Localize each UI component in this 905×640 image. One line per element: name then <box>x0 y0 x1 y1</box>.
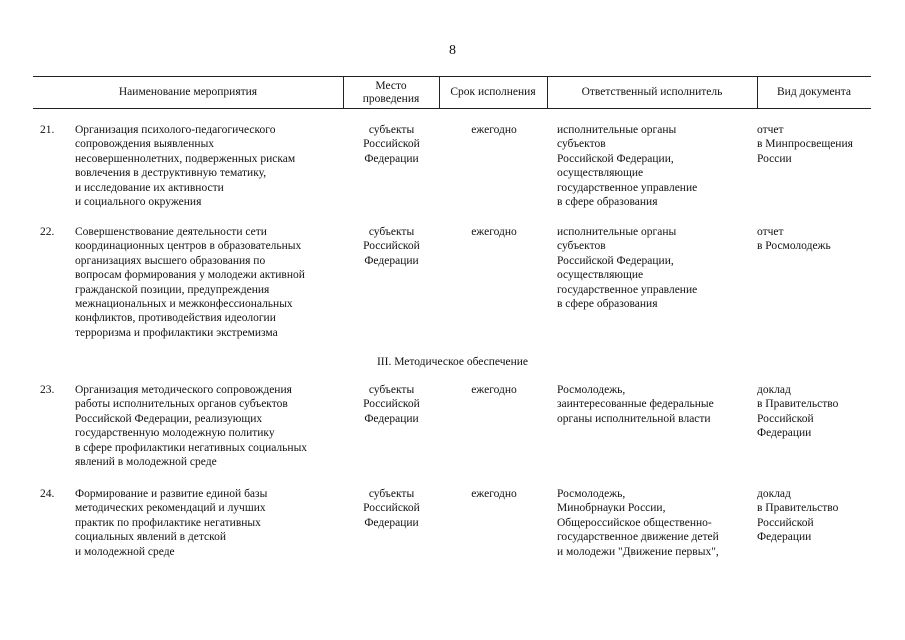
row-executor: Росмолодежь, заинтересованные федеральные органы исполнительной власти <box>557 384 714 425</box>
row-number: 24. <box>40 488 55 500</box>
row-term: ежегодно <box>471 226 517 238</box>
row-place: субъекты Российской Федерации <box>363 488 420 529</box>
row-document: доклад в Правительство Российской Федерации <box>757 488 839 544</box>
row-place: субъекты Российской Федерации <box>363 384 420 425</box>
row-executor: исполнительные органы субъектов Российской Федерации, осуществляющие государственное управление в сфере образования <box>557 124 698 209</box>
row-place: субъекты Российской Федерации <box>363 124 420 165</box>
row-document: отчет в Минпросвещения России <box>757 124 853 165</box>
row-name: Формирование и развитие единой базы методических рекомендаций и лучших практик по профилактике негативных социальных явлений в детской и молодежной среде <box>75 488 268 558</box>
header-executor: Ответственный исполнитель <box>581 86 723 98</box>
table-header <box>33 76 871 109</box>
row-term: ежегодно <box>471 124 517 136</box>
section-title: III. Методическое обеспечение <box>376 356 529 368</box>
row-number: 21. <box>40 124 55 136</box>
row-executor: исполнительные органы субъектов Российской Федерации, осуществляющие государственное управление в сфере образования <box>557 226 698 311</box>
header-place: Место проведения <box>362 79 420 105</box>
row-term: ежегодно <box>471 384 517 396</box>
row-executor: Росмолодежь, Минобрнауки России, Общероссийское общественно- государственное движение детей и молодежи "Движение первых", <box>557 488 719 558</box>
row-number: 22. <box>40 226 55 238</box>
row-name: Совершенствование деятельности сети координационных центров в образовательных организациях высшего образования по вопросам формирования у молодежи активной гражданской позиции, предупреждения межнациональных и межконфессиональных конфликтов, противодействия идеологии терроризма и профилактики экстремизма <box>75 226 305 339</box>
page-number: 8 <box>449 43 456 58</box>
row-term: ежегодно <box>471 488 517 500</box>
header-term: Срок исполнения <box>450 86 536 98</box>
row-document: отчет в Росмолодежь <box>757 226 831 253</box>
row-place: субъекты Российской Федерации <box>363 226 420 267</box>
row-document: доклад в Правительство Российской Федерации <box>757 384 839 440</box>
row-name: Организация психолого-педагогического сопровождения выявленных несовершеннолетних, подверженных рискам вовлечения в деструктивную тематику, и исследование их активности и социального окружения <box>75 124 296 209</box>
header-name: Наименование мероприятия <box>118 86 258 98</box>
header-doc: Вид документа <box>777 86 851 98</box>
row-number: 23. <box>40 384 55 396</box>
row-name: Организация методического сопровождения работы исполнительных органов субъектов Российской Федерации, реализующих государственную молодежную политику в сфере профилактики негативных социальных явлений в молодежной среде <box>75 384 308 469</box>
